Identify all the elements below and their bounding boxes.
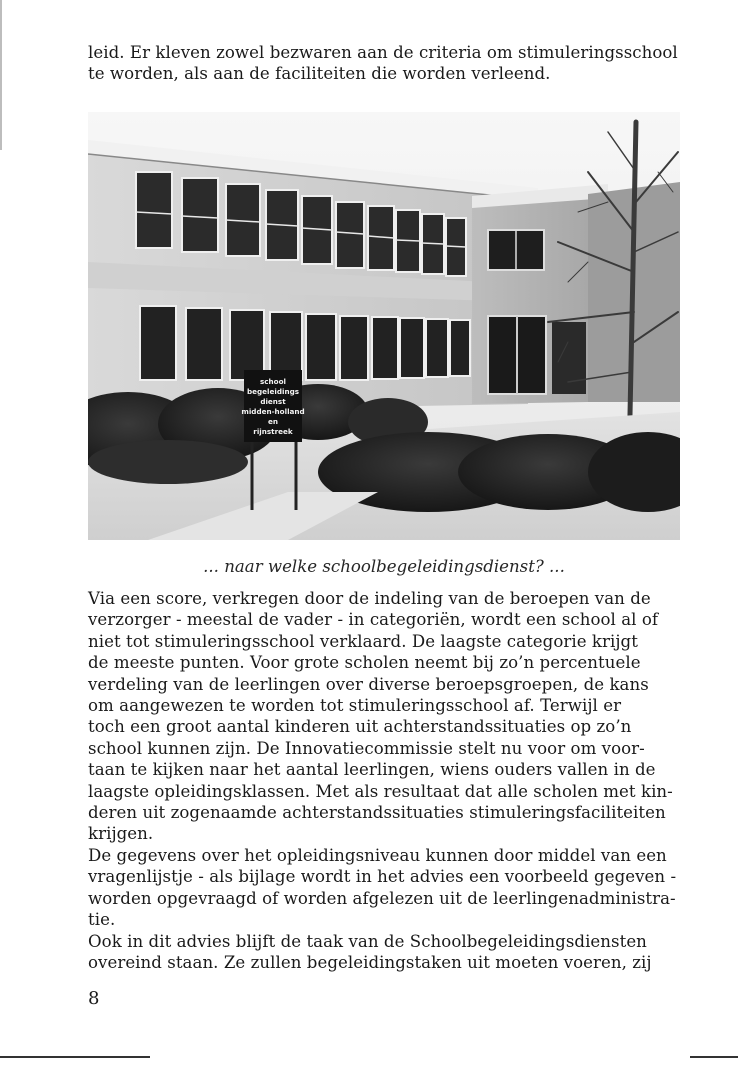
text-line: De gegevens over het opleidingsniveau kunnen door middel van een <box>88 845 667 865</box>
text-line: taan te kijken naar het aantal leerlingen, wiens ouders vallen in de <box>88 760 656 780</box>
text-line: om aangewezen te worden tot stimuleringsschool af. Terwijl er <box>88 696 622 716</box>
sign-text-line: midden-holland <box>241 407 305 416</box>
text-line: laagste opleidingsklassen. Met als resultaat dat alle scholen met kin- <box>88 781 673 801</box>
text-line: Via een score, verkregen door de indeling van de beroepen van de <box>88 589 651 608</box>
text-line: de meeste punten. Voor grote scholen neemt bij zo’n percentuele <box>88 653 641 673</box>
text-line: krijgen. <box>88 824 154 844</box>
text-line: tie. <box>88 910 116 930</box>
photo-caption: ... naar welke schoolbegeleidingsdienst? ... <box>203 557 565 576</box>
text-line: verzorger - meestal de vader - in categoriën, wordt een school al of <box>88 610 659 630</box>
main-building <box>88 140 538 412</box>
bottom-rule-left <box>0 1056 150 1058</box>
sign-text-line: rijnstreek <box>253 427 293 436</box>
sign-text-line: dienst <box>260 397 286 406</box>
text-line: overeind staan. Ze zullen begeleidingstaken uit moeten voeren, zij <box>88 952 652 972</box>
text-line: verdeling van de leerlingen over diverse beroepsgroepen, de kans <box>88 674 649 694</box>
bottom-rule-right <box>690 1056 738 1058</box>
top-paragraph <box>88 42 700 85</box>
body-paragraphs <box>88 588 700 973</box>
side-wing <box>472 182 680 404</box>
scan-edge-mark <box>0 0 2 150</box>
text-line: te worden, als aan de faciliteiten die worden verleend. <box>88 64 551 84</box>
sign-text-line: begeleidings <box>247 387 299 396</box>
text-line: toch een groot aantal kinderen uit achterstandssituaties op zo’n <box>88 717 632 737</box>
text-line: school kunnen zijn. De Innovatiecommissie stelt nu voor om voor- <box>88 738 645 758</box>
text-line: vragenlijstje - als bijlage wordt in het advies een voorbeeld gegeven - <box>88 867 677 887</box>
sign-text-line: en <box>268 417 278 426</box>
text-line: worden opgevraagd of worden afgelezen uit de leerlingenadministra- <box>88 888 676 908</box>
text-line: leid. Er kleven zowel bezwaren aan de criteria om stimuleringsschool <box>88 43 678 62</box>
school-building-photo <box>88 112 680 540</box>
text-line: deren uit zogenaamde achterstandssituaties stimuleringsfaciliteiten <box>88 803 666 823</box>
text-line: Ook in dit advies blijft de taak van de Schoolbegeleidingsdiensten <box>88 931 647 951</box>
text-line: niet tot stimuleringsschool verklaard. De laagste categorie krijgt <box>88 631 638 651</box>
page-number: 8 <box>88 988 100 1009</box>
sign-text-line: school <box>260 377 286 386</box>
